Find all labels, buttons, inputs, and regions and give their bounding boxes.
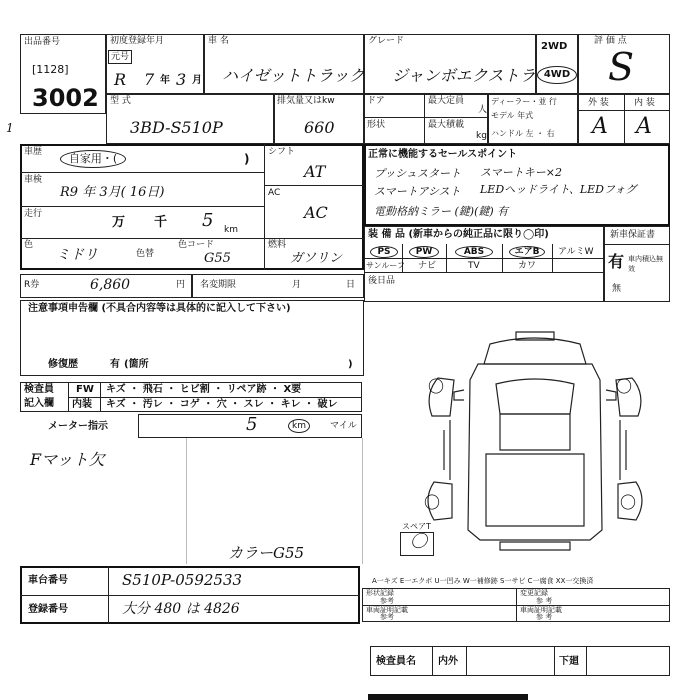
reg-cert-sub: 参考	[380, 613, 394, 621]
equip-sunroof: サンルーフ	[366, 261, 405, 270]
displacement-label: 排気量又はkw	[277, 96, 335, 106]
fw-items: キズ ・ 飛石 ・ ヒビ割 ・ リペア跡 ・ X要	[106, 384, 302, 395]
left-side-panel	[444, 420, 450, 480]
model-code-value: 3BD-S510P	[130, 118, 223, 137]
color-change-label: 色替	[136, 249, 155, 259]
windshield	[496, 379, 574, 414]
inspection-label: 車検	[24, 175, 43, 185]
color-label: 色	[24, 240, 34, 250]
recycle-unit: 円	[176, 280, 186, 290]
max-load-unit: kg	[476, 131, 487, 141]
diagram-legend: A一キズ E一エクボ U一凹み W一補修跡 S一サビ C一腐食 XX一交換済	[372, 577, 594, 585]
dealer-label: ディーラー・並 行	[491, 97, 557, 106]
equip-leather: カワ	[518, 261, 537, 271]
mileage-sen: 千	[154, 215, 168, 230]
drive-4wd: 4WD	[537, 66, 577, 84]
year-unit: 年	[160, 75, 170, 86]
name-change-day: 日	[346, 280, 356, 290]
chassis-value: S510P-0592533	[122, 571, 243, 589]
ac-label: AC	[268, 188, 281, 198]
right-side-panel	[620, 420, 626, 480]
name-change-label: 名変期限	[200, 280, 237, 290]
month-unit: 月	[192, 75, 202, 86]
mileage-label: 走行	[24, 209, 43, 219]
rear-bumper	[500, 542, 570, 550]
mileage-value: 5	[202, 210, 214, 231]
displacement-value: 660	[304, 118, 335, 137]
grade-label: グレード	[368, 36, 405, 46]
capacity-unit: 人	[478, 105, 488, 115]
recycle-value: 6,860	[90, 277, 131, 293]
warranty-title: 新車保証書	[610, 230, 656, 240]
equip-navi: ナビ	[418, 261, 437, 271]
repair-yes: 有	[110, 359, 120, 370]
drive-2wd: 2WD	[541, 41, 568, 52]
meter-mile: マイル	[330, 421, 357, 431]
history-close: )	[244, 152, 250, 166]
shift-value: AT	[304, 162, 326, 181]
mileage-man: 万	[112, 215, 126, 230]
model-name-value: ハイゼットトラック	[222, 66, 365, 85]
ac-value: AC	[304, 203, 328, 222]
notes-title: 注意事項申告欄 (不具合内容等は具体的に記入して下さい)	[28, 303, 291, 314]
inspector-label-1: 検査員	[24, 384, 54, 395]
cab-roof	[500, 414, 570, 450]
history-value: 自家用・(	[60, 150, 126, 168]
chassis-label: 車台番号	[28, 575, 68, 586]
exterior-grade: A	[592, 114, 608, 139]
diagram-mark-3: 〇	[424, 493, 441, 512]
selling-points-title: 正常に機能するセールスポイント	[368, 149, 518, 160]
score-value: S	[608, 45, 635, 89]
recycle-label: R券	[24, 280, 40, 290]
diagram-mark-4: 〇	[620, 493, 637, 512]
car-outline	[468, 364, 602, 540]
color-code-value: G55	[204, 251, 231, 266]
interior-label: 内 装	[634, 98, 655, 108]
mat-note: Fマット欠	[30, 450, 105, 469]
name-change-month: 月	[292, 280, 302, 290]
meter-label: メーター指示	[48, 421, 108, 432]
interior-items: キズ ・ 汚レ ・ コゲ ・ 穴 ・ スレ ・ キレ ・ 破レ	[106, 399, 338, 410]
car-diagram	[420, 330, 650, 560]
repair-close: )	[348, 359, 353, 370]
selling-point-1a: プッシュスタート	[374, 167, 462, 180]
warranty-no: 無	[612, 284, 622, 294]
fw-label: FW	[76, 384, 94, 395]
score-label: 評 価 点	[594, 36, 627, 46]
shift-label: シフト	[268, 147, 296, 157]
reg-cert-label: 車両証明記載	[366, 606, 408, 614]
plate-label: 登録番号	[28, 604, 68, 615]
equip-ps: PS	[370, 246, 398, 258]
model-name-label: 車 名	[208, 36, 229, 46]
year-value: 7	[144, 70, 155, 89]
equip-abs: ABS	[455, 246, 493, 258]
diagram-mark-1: 〇	[428, 377, 445, 396]
fuel-value: ガソリン	[290, 251, 343, 266]
inout-label: 内外	[438, 656, 458, 667]
lower-label: 下廻	[559, 656, 579, 667]
door-label: ドア	[367, 96, 385, 106]
model-code-label: 型 式	[110, 96, 131, 106]
color-value: ミドリ	[56, 247, 98, 263]
warranty-note: 車内積込無效	[628, 255, 663, 273]
footer-bar	[368, 694, 528, 700]
diagram-mark-2: 〇	[616, 377, 633, 396]
inspector-name-label: 検査員名	[376, 656, 416, 667]
car-front	[484, 338, 586, 364]
color-code-label: 色コード	[178, 240, 215, 250]
era-label: 元号	[111, 52, 130, 62]
inspection-value: R9 年 3月( 16日)	[60, 185, 165, 200]
change-label: 変更記録	[520, 589, 548, 597]
grade-value: ジャンボエクストラ	[392, 66, 536, 85]
form-label: 形状記録	[366, 589, 394, 597]
mirror-left	[454, 390, 464, 400]
month-value: 3	[176, 70, 187, 89]
era-value: R	[114, 70, 127, 89]
equipment-title: 装 備 品 (新車からの純正品に限り◯印)	[368, 229, 549, 240]
exterior-label: 外 装	[588, 98, 609, 108]
lot-label: 出品番号	[24, 37, 61, 47]
spare-mark: 〇	[410, 532, 427, 552]
equip-pw: PW	[409, 246, 439, 258]
truck-bed	[486, 454, 584, 526]
selling-point-1b: スマートキー×2	[480, 166, 562, 179]
spare-label: スペアT	[402, 522, 431, 531]
equip-alloy: アルミW	[558, 247, 594, 257]
model-year-label: モデル 年式	[491, 111, 534, 120]
first-reg-label: 初度登録年月	[110, 36, 165, 46]
color-note: カラーG55	[228, 544, 305, 562]
max-load-label: 最大積載	[428, 120, 465, 130]
mirror-right	[606, 390, 616, 400]
inspector-label-2: 記入欄	[24, 398, 54, 409]
body-label: 形状	[367, 120, 386, 130]
interior-check-label: 内装	[72, 399, 92, 410]
selling-point-2a: スマートアシスト	[374, 185, 461, 198]
interior-grade: A	[636, 114, 652, 139]
reg-cert-sub-2: 参 考	[536, 613, 553, 621]
plate-value: 大分 480 は 4826	[122, 601, 240, 617]
selling-point-3: 電動格納ミラー (鍵)(鍵) 有	[374, 205, 509, 218]
meter-km: km	[288, 419, 310, 433]
history-label: 車歴	[24, 147, 43, 157]
meter-value: 5	[246, 414, 258, 435]
change-sub: 参 考	[536, 597, 553, 605]
mileage-unit: km	[224, 225, 238, 235]
handle-label: ハンドル 左 ・ 右	[491, 129, 555, 138]
capacity-label: 最大定員	[428, 96, 465, 106]
margin-mark: 1	[6, 121, 14, 135]
warranty-yes: 有	[608, 252, 625, 271]
repair-label: 修復歴	[48, 359, 78, 370]
auction-code: [1128]	[32, 63, 69, 76]
selling-point-2b: LEDヘッドライト、LEDフォグ	[480, 183, 637, 196]
equip-tv: TV	[468, 261, 480, 271]
equip-airbag: エアB	[509, 246, 545, 258]
lot-number: 3002	[32, 84, 99, 112]
fuel-label: 燃料	[268, 240, 287, 250]
repair-location: (箇所	[124, 359, 149, 370]
rear-seat-label: 後日品	[368, 276, 396, 286]
reg-cert-label-2: 車両証明記載	[520, 606, 562, 614]
form-sub: 参考	[380, 597, 394, 605]
